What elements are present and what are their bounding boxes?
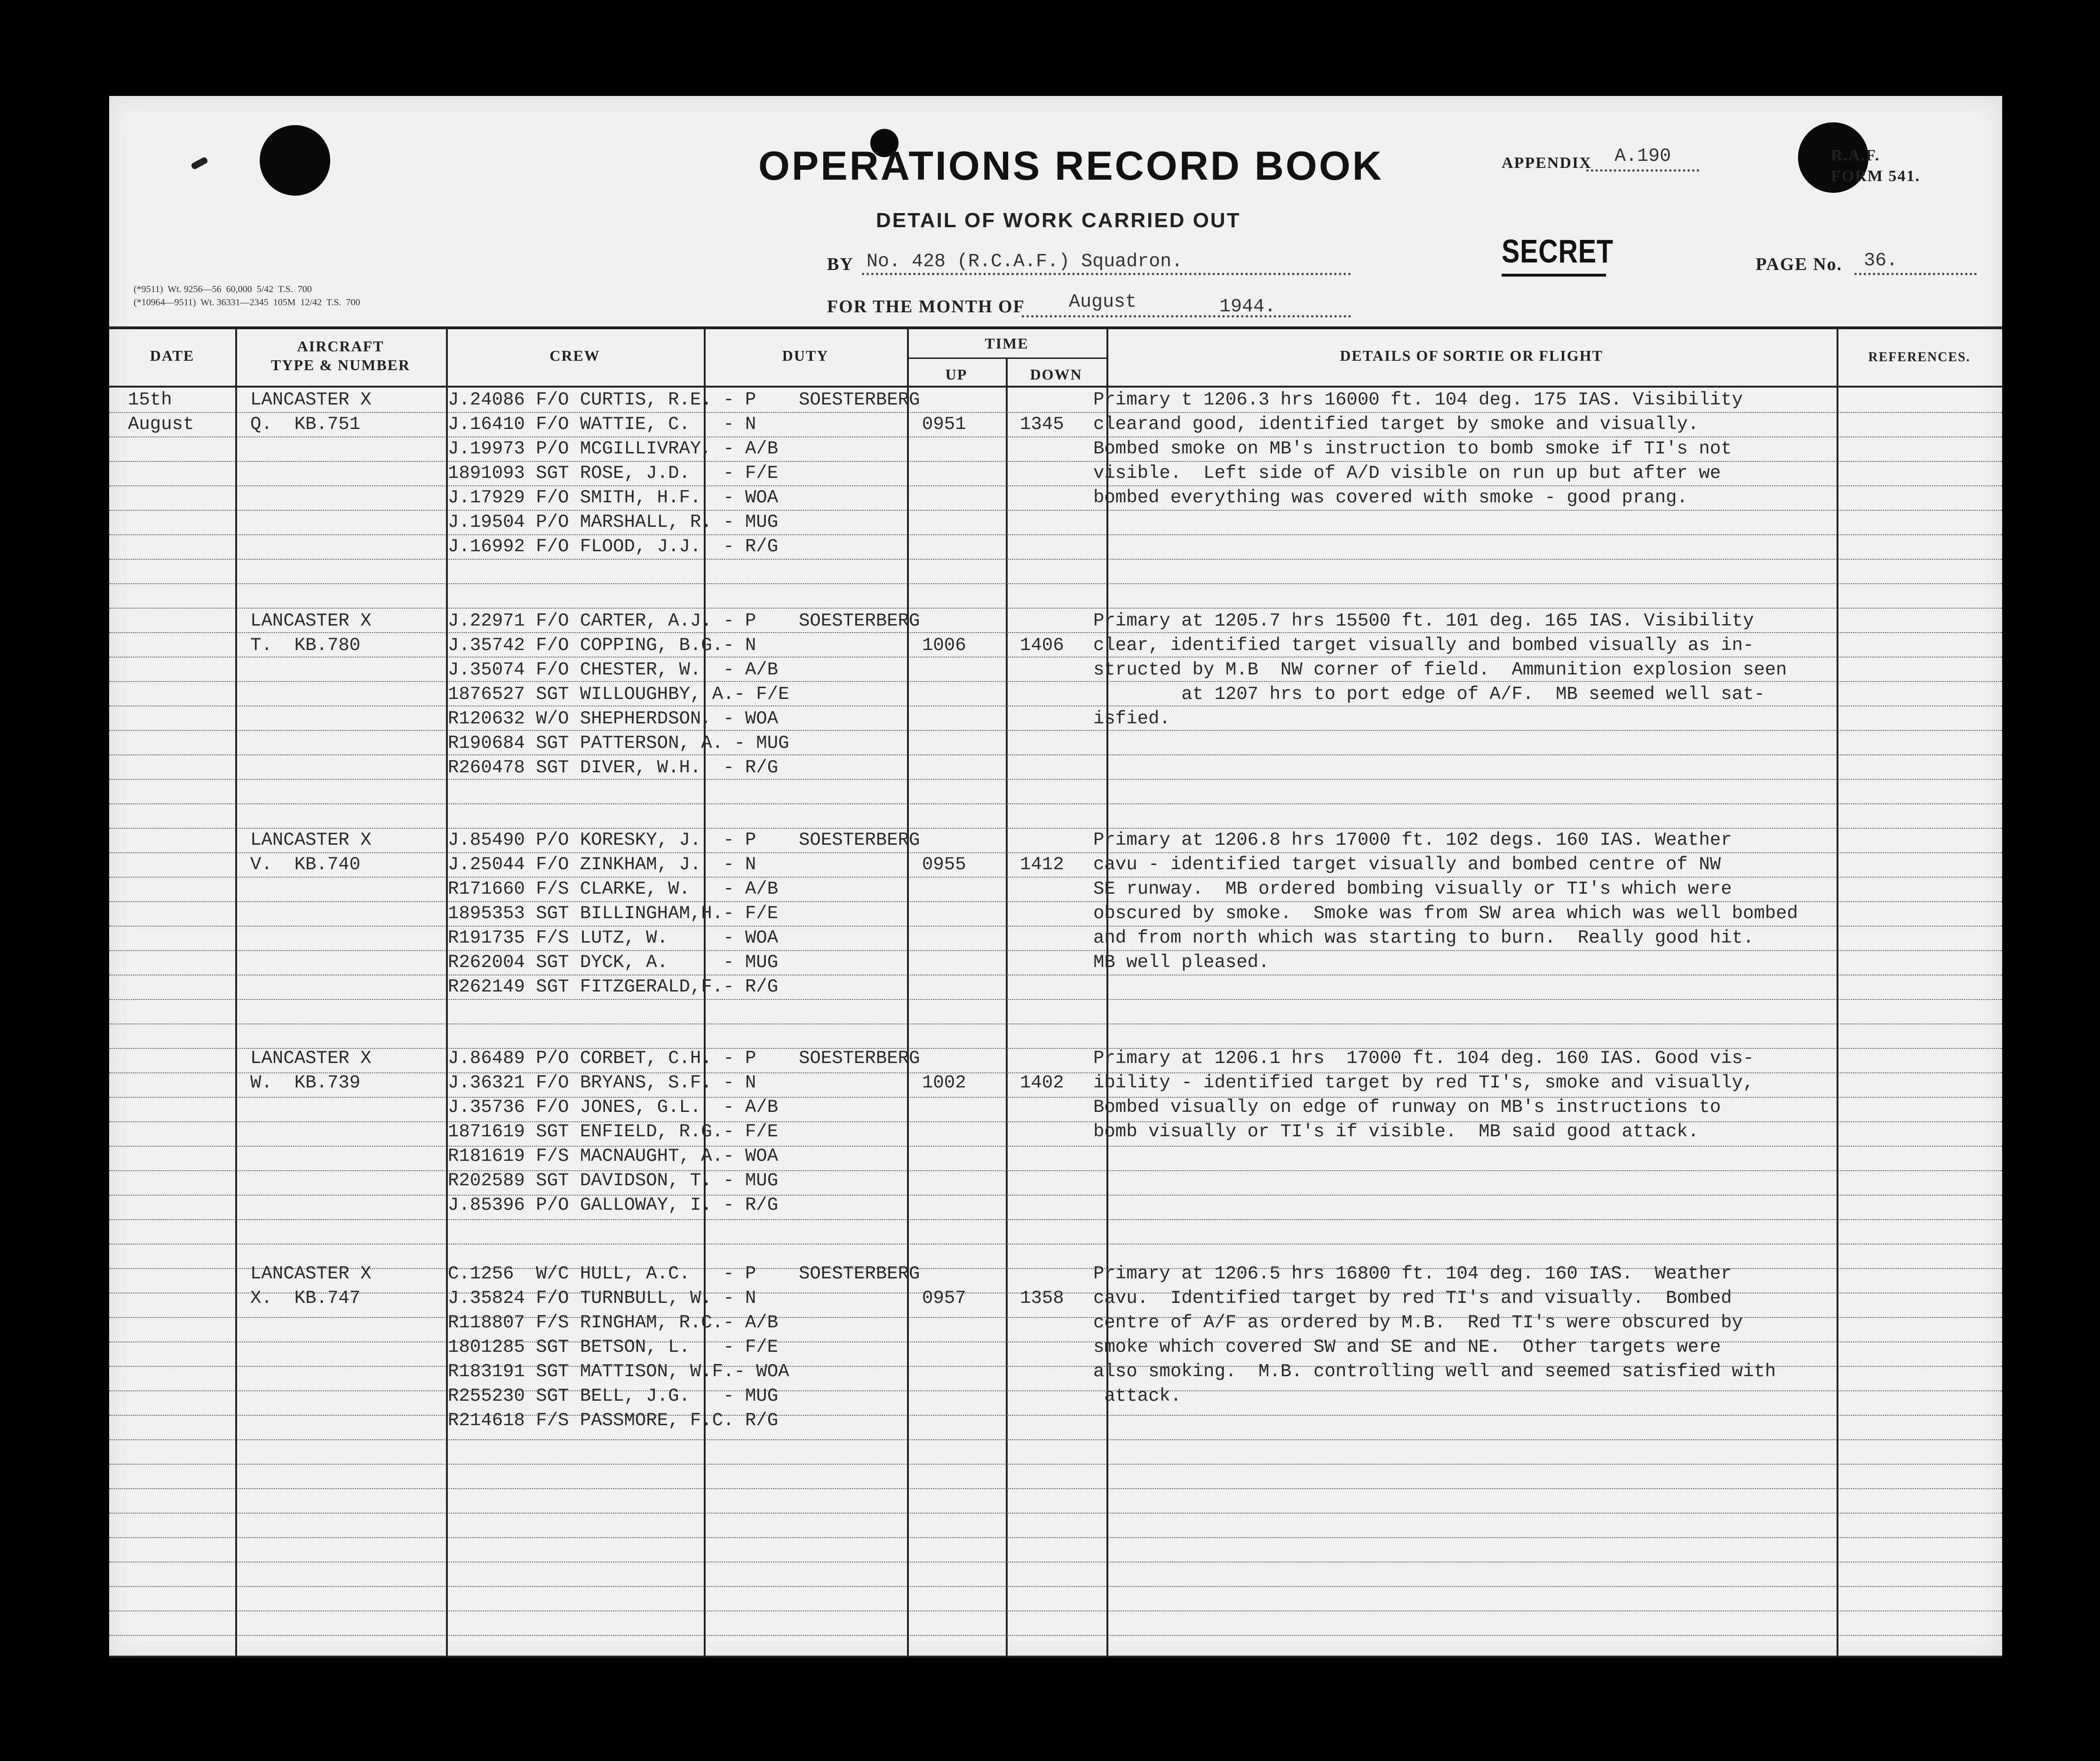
crew-member: R183191 SGT MATTISON, W.F.- WOA <box>448 1361 789 1382</box>
time-up: 0951 <box>922 414 966 435</box>
crew-member: R255230 SGT BELL, J.G. - MUG <box>448 1386 779 1406</box>
time-up: 1002 <box>922 1072 966 1093</box>
crew-member: J.16410 F/O WATTIE, C. - N <box>448 414 756 435</box>
crew-member: J.35824 F/O TURNBULL, W. - N <box>448 1288 756 1309</box>
header-references: REFERENCES. <box>1868 350 1971 365</box>
sortie-detail-line: bombed everything was covered with smoke - good prang. <box>1093 487 1688 508</box>
form-subtitle: DETAIL OF WORK CARRIED OUT <box>876 209 1241 232</box>
crew-member: R260478 SGT DIVER, W.H. - R/G <box>448 757 779 778</box>
squadron-value: No. 428 (R.C.A.F.) Squadron. <box>867 251 1183 272</box>
crew-member: 1895353 SGT BILLINGHAM,H.- F/E <box>448 903 779 924</box>
time-down: 1412 <box>1020 854 1064 875</box>
month-value: August <box>1069 292 1137 313</box>
sortie-detail-line: SE runway. MB ordered bombing visually or TI's which were <box>1093 879 1732 899</box>
crew-member: R190684 SGT PATTERSON, A. - MUG <box>448 733 789 754</box>
sortie-detail-line: cavu - identified target visually and bombed centre of NW <box>1093 854 1721 875</box>
sortie-detail-line: centre of A/F as ordered by M.B. Red TI's were obscured by <box>1093 1312 1743 1333</box>
form-label-line2: FORM 541. <box>1831 167 1920 185</box>
ruled-line <box>109 1464 2002 1465</box>
appendix-value: A.190 <box>1615 146 1671 167</box>
ruled-line <box>109 534 2002 535</box>
crew-member: R262004 SGT DYCK, A. - MUG <box>448 952 779 973</box>
sortie-detail-line: bomb visually or TI's if visible. MB said good attack. <box>1093 1121 1699 1142</box>
month-label: FOR THE MONTH OF <box>827 297 1025 317</box>
header-crew: CREW <box>549 347 600 364</box>
page-no-dotline <box>1854 273 1977 275</box>
crew-member: R191735 F/S LUTZ, W. - WOA <box>448 928 779 948</box>
header-time-up: UP <box>945 366 968 383</box>
crew-member: R214618 F/S PASSMORE, F.C. R/G <box>448 1410 779 1431</box>
print-code-2: (*10964—9511) Wt. 36331—2345 105M 12/42 T.S. 700 <box>134 297 360 308</box>
ruled-line <box>109 485 2002 486</box>
ruled-line <box>109 1488 2002 1489</box>
crew-member: 1801285 SGT BETSON, L. - F/E <box>448 1337 779 1357</box>
header-aircraft-1: AIRCRAFT <box>297 338 384 355</box>
ruled-line <box>109 510 2002 511</box>
crew-member: J.86489 P/O CORBET, C.H. - P <box>448 1048 756 1069</box>
sortie-detail-line: smoke which covered SW and SE and NE. Other targets were <box>1093 1337 1721 1357</box>
header-time: TIME <box>985 335 1029 352</box>
sortie-detail-line: Primary at 1206.5 hrs 16800 ft. 104 deg. 160 IAS. Weather <box>1093 1263 1732 1284</box>
aircraft-number: Q. KB.751 <box>250 414 361 435</box>
crew-member: R202589 SGT DAVIDSON, T. - MUG <box>448 1170 779 1191</box>
crew-member: J.17929 F/O SMITH, H.F. - WOA <box>448 487 779 508</box>
ruled-line <box>109 1562 2002 1563</box>
aircraft-type: LANCASTER X <box>250 611 372 631</box>
ruled-line <box>109 1513 2002 1514</box>
page-no-label: PAGE No. <box>1756 254 1843 274</box>
sortie-detail-line: Primary at 1206.8 hrs 17000 ft. 102 degs. 160 IAS. Weather <box>1093 830 1732 850</box>
ruled-line <box>109 999 2002 1000</box>
ruled-line <box>109 950 2002 951</box>
ruled-line <box>109 1023 2002 1024</box>
crew-member: J.85490 P/O KORESKY, J. - P <box>448 830 756 850</box>
ruled-line <box>109 1537 2002 1538</box>
sortie-detail-line: Bombed visually on edge of runway on MB's instructions to <box>1093 1097 1721 1118</box>
crew-member: R120632 W/O SHEPHERDSON, - WOA <box>448 708 779 729</box>
col-divider-down <box>1106 326 1108 1658</box>
col-divider-duty <box>907 326 909 1658</box>
ruled-line <box>109 1610 2002 1611</box>
ruled-line <box>109 779 2002 780</box>
crew-member: J.19973 P/O MCGILLIVRAY, - A/B <box>448 438 779 459</box>
ruled-line <box>109 754 2002 755</box>
time-down: 1406 <box>1020 635 1064 656</box>
sortie-detail-line: Primary at 1206.1 hrs 17000 ft. 104 deg. 160 IAS. Good vis- <box>1093 1048 1754 1069</box>
crew-member: J.22971 F/O CARTER, A.J. - P <box>448 611 756 631</box>
time-up: 0957 <box>922 1288 966 1309</box>
crew-member: J.25044 F/O ZINKHAM, J. - N <box>448 854 756 875</box>
time-down: 1402 <box>1020 1072 1064 1093</box>
target-name: SOESTERBERG <box>799 1263 920 1284</box>
crew-member: J.85396 P/O GALLOWAY, I. - R/G <box>448 1195 779 1215</box>
by-label: BY <box>827 254 854 274</box>
header-aircraft-2: TYPE & NUMBER <box>270 357 411 373</box>
aircraft-number: X. KB.747 <box>250 1288 361 1309</box>
time-down: 1345 <box>1020 414 1064 435</box>
ruled-line <box>109 975 2002 976</box>
ruled-line <box>109 559 2002 560</box>
sortie-detail-line: clearand good, identified target by smoke and visually. <box>1093 414 1699 435</box>
time-up: 0955 <box>922 854 966 875</box>
header-duty: DUTY <box>782 347 829 364</box>
aircraft-type: LANCASTER X <box>250 389 372 410</box>
ruled-line <box>109 1121 2002 1122</box>
crew-member: J.35742 F/O COPPING, B.G.- N <box>448 635 756 656</box>
form-title: OPERATIONS RECORD BOOK <box>758 143 1384 189</box>
crew-member: 1871619 SGT ENFIELD, R.G.- F/E <box>448 1121 779 1142</box>
month-dotline <box>1022 315 1351 317</box>
header-details: DETAILS OF SORTIE OR FLIGHT <box>1340 347 1603 364</box>
sortie-detail-line: and from north which was starting to burn. Really good hit. <box>1093 928 1754 948</box>
sortie-detail-line: Bombed smoke on MB's instruction to bomb smoke if TI's not <box>1093 438 1732 459</box>
ruled-line <box>109 1244 2002 1245</box>
crew-member: J.35074 F/O CHESTER, W. - A/B <box>448 659 779 680</box>
aircraft-number: V. KB.740 <box>250 854 361 875</box>
target-name: SOESTERBERG <box>799 1048 920 1069</box>
sortie-detail-line: structed by M.B NW corner of field. Ammunition explosion seen <box>1093 659 1787 680</box>
time-up: 1006 <box>922 635 966 656</box>
crew-member: 1876527 SGT WILLOUGHBY, A.- F/E <box>448 684 789 705</box>
ruled-line <box>109 1195 2002 1196</box>
time-subheader-border <box>907 357 1106 359</box>
target-name: SOESTERBERG <box>799 830 920 850</box>
aircraft-type: LANCASTER X <box>250 830 372 850</box>
sortie-detail-line: at 1207 hrs to port edge of A/F. MB seemed well sat- <box>1093 684 1765 705</box>
ruled-line <box>109 1390 2002 1391</box>
print-code-1: (*9511) Wt. 9256—56 60,000 5/42 T.S. 700 <box>134 284 312 294</box>
crew-member: C.1256 W/C HULL, A.C. - P <box>448 1263 756 1284</box>
date-day: 15th <box>128 389 172 410</box>
aircraft-number: T. KB.780 <box>250 635 361 656</box>
crew-member: J.19504 P/O MARSHALL, R. - MUG <box>448 512 779 532</box>
ruled-line <box>109 1146 2002 1147</box>
ruled-line <box>109 1415 2002 1416</box>
ruled-line <box>109 1219 2002 1220</box>
ruled-line <box>109 1170 2002 1171</box>
ruled-line <box>109 1586 2002 1587</box>
target-name: SOESTERBERG <box>799 611 920 631</box>
date-month: August <box>128 414 194 435</box>
table-bottom-border <box>109 1656 2002 1658</box>
binder-hole-left <box>260 125 330 196</box>
sortie-detail-line: obscured by smoke. Smoke was from SW area which was well bombed <box>1093 903 1798 924</box>
form-label-line1: R.A.F. <box>1831 147 1880 164</box>
sortie-detail-line: Primary t 1206.3 hrs 16000 ft. 104 deg. 175 IAS. Visibility <box>1093 389 1743 410</box>
record-page <box>109 96 2002 1658</box>
appendix-dotline <box>1586 169 1699 172</box>
sortie-detail-line: ibility - identified target by red TI's, smoke and visually, <box>1093 1072 1754 1093</box>
aircraft-type: LANCASTER X <box>250 1048 372 1069</box>
col-divider-time <box>1006 358 1008 1658</box>
sortie-detail-line: also smoking. M.B. controlling well and seemed satisfied with <box>1093 1361 1776 1382</box>
pencil-tick-mark <box>191 156 208 170</box>
aircraft-type: LANCASTER X <box>250 1263 372 1284</box>
ruled-line <box>109 803 2002 804</box>
year-value: 1944. <box>1219 296 1276 317</box>
sortie-detail-line: MB well pleased. <box>1093 952 1270 973</box>
target-name: SOESTERBERG <box>799 389 920 410</box>
crew-member: J.16992 F/O FLOOD, J.J. - R/G <box>448 536 779 557</box>
sortie-detail-line: cavu. Identified target by red TI's and visually. Bombed <box>1093 1288 1732 1309</box>
squadron-dotline <box>862 273 1351 275</box>
crew-member: 1891093 SGT ROSE, J.D. - F/E <box>448 463 779 484</box>
ruled-line <box>109 1635 2002 1636</box>
crew-member: J.35736 F/O JONES, G.L. - A/B <box>448 1097 779 1118</box>
header-date: DATE <box>150 347 195 364</box>
sortie-detail-line: visible. Left side of A/D visible on run up but after we <box>1093 463 1721 484</box>
table-top-border <box>109 326 2002 329</box>
crew-member: J.36321 F/O BRYANS, S.F. - N <box>448 1072 756 1093</box>
sortie-detail-line: Primary at 1205.7 hrs 15500 ft. 101 deg. 165 IAS. Visibility <box>1093 611 1754 631</box>
ruled-line <box>109 1439 2002 1440</box>
sortie-detail-line: attack. <box>1093 1386 1182 1406</box>
header-time-down: DOWN <box>1030 366 1082 383</box>
crew-member: R118807 F/S RINGHAM, R.C.- A/B <box>448 1312 779 1333</box>
sortie-detail-line: clear, identified target visually and bombed visually as in- <box>1093 635 1754 656</box>
secret-underline <box>1502 274 1606 277</box>
ruled-line <box>109 583 2002 584</box>
time-down: 1358 <box>1020 1288 1064 1309</box>
appendix-label: APPENDIX <box>1502 154 1592 172</box>
col-divider-date <box>235 326 237 1658</box>
ruled-line <box>109 730 2002 731</box>
page-no-value: 36. <box>1864 250 1898 271</box>
crew-member: J.24086 F/O CURTIS, R.E. - P <box>448 389 756 410</box>
crew-member: R181619 F/S MACNAUGHT, A.- WOA <box>448 1146 779 1166</box>
sortie-detail-line: isfied. <box>1093 708 1170 729</box>
crew-member: R171660 F/S CLARKE, W. - A/B <box>448 879 779 899</box>
crew-member: R262149 SGT FITZGERALD,F.- R/G <box>448 976 779 997</box>
secret-stamp: SECRET <box>1502 233 1614 270</box>
col-divider-details <box>1837 326 1838 1658</box>
aircraft-number: W. KB.739 <box>250 1072 361 1093</box>
